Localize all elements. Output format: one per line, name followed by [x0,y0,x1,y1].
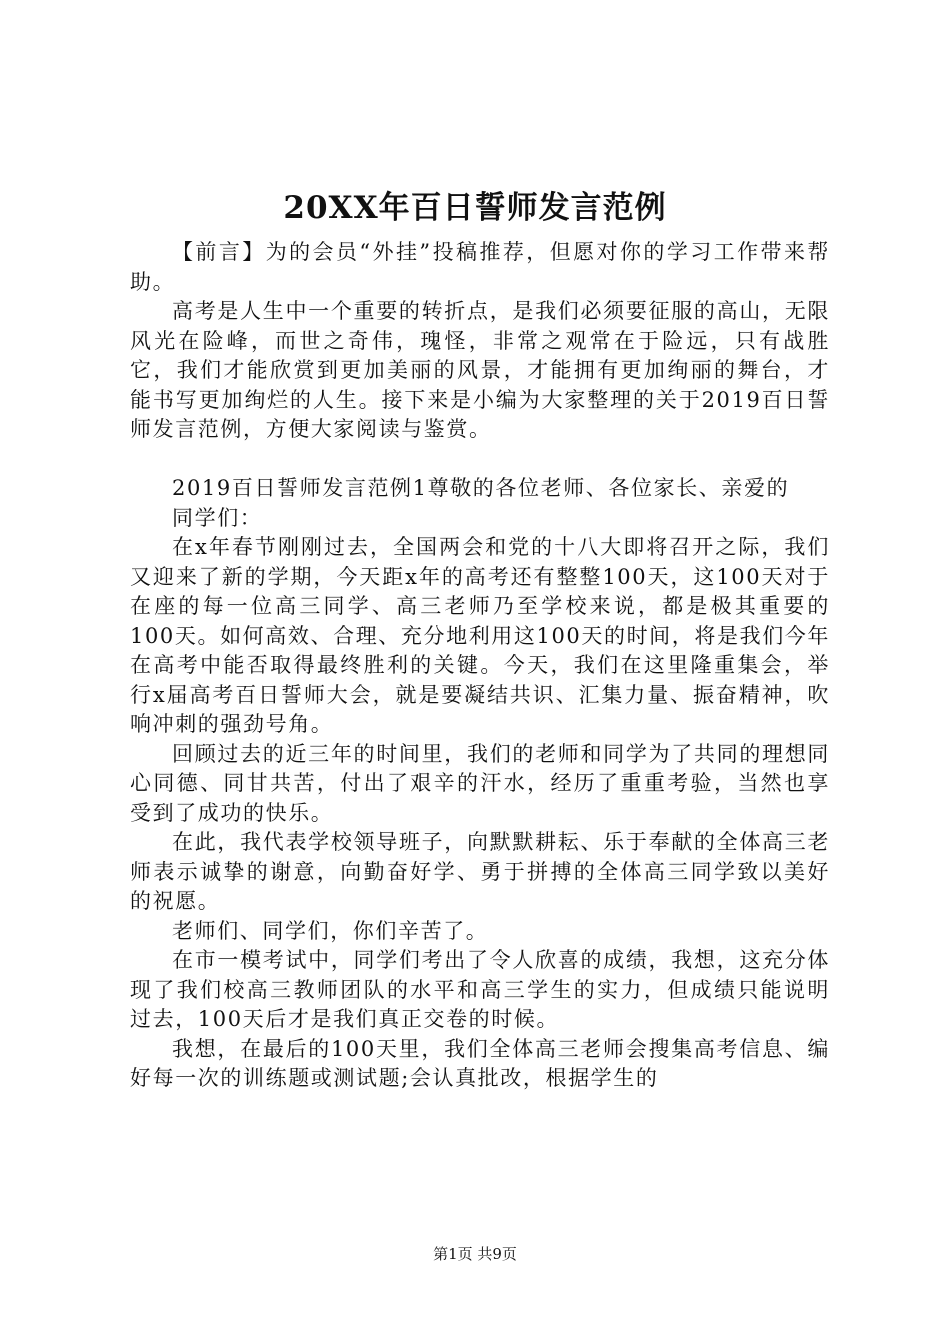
document-body [130,238,830,1094]
paragraph-body: 我想，在最后的100天里，我们全体高三老师会搜集高考信息、编好每一次的训练题或测试题;会认真批改，根据学生的 [130,1036,830,1090]
page-footer: 第1页 共9页 [433,1245,517,1263]
document-title: 20XX年百日誓师发言范例 [283,190,667,226]
paragraph-body: 在此，我代表学校领导班子，向默默耕耘、乐于奉献的全体高三老师表示诚挚的谢意，向勤奋好学、勇于拼搏的全体高三同学致以美好的祝愿。 [130,830,830,913]
paragraph-intro: 高考是人生中一个重要的转折点，是我们必须要征服的高山，无限风光在险峰，而世之奇伟，瑰怪，非常之观常在于险远，只有战胜它，我们才能欣赏到更加美丽的风景，才能拥有更加绚丽的舞台，才能书写更加绚烂的人生。接下来是小编为大家整理的关于2019百日誓师发言范例，方便大家阅读与鉴赏。 [130,299,830,441]
paragraph-example-heading: 2019百日誓师发言范例1尊敬的各位老师、各位家长、亲爱的 [172,476,790,500]
paragraph-salutation: 同学们： [172,505,263,530]
paragraph-body: 老师们、同学们，你们辛苦了。 [172,918,489,943]
paragraph-body: 在市一模考试中，同学们考出了令人欣喜的成绩，我想，这充分体现了我们校高三教师团队的水平和高三学生的实力，但成绩只能说明过去，100天后才是我们真正交卷的时候。 [130,948,830,1031]
paragraph-body: 回顾过去的近三年的时间里，我们的老师和同学为了共同的理想同心同德、同甘共苦，付出了艰辛的汗水，经历了重重考验，当然也享受到了成功的快乐。 [130,741,830,825]
paragraph-body: 在x年春节刚刚过去，全国两会和党的十八大即将召开之际，我们又迎来了新的学期，今天距x年的高考还有整整100天，这100天对于在座的每一位高三同学、高三老师乃至学校来说，都是极其重要的100天。如何高效、合理、充分地利用这100天的时间，将是我们今年在高考中能否取得最终胜利的关键。今天，我们在这里隆重集会，举行x届高考百日誓师大会，就是要凝结共识、汇集力量、振奋精神，吹响冲刺的强劲号角。 [130,535,830,736]
paragraph-preface: 【前言】为的会员“外挂”投稿推荐，但愿对你的学习工作带来帮助。 [130,240,830,294]
